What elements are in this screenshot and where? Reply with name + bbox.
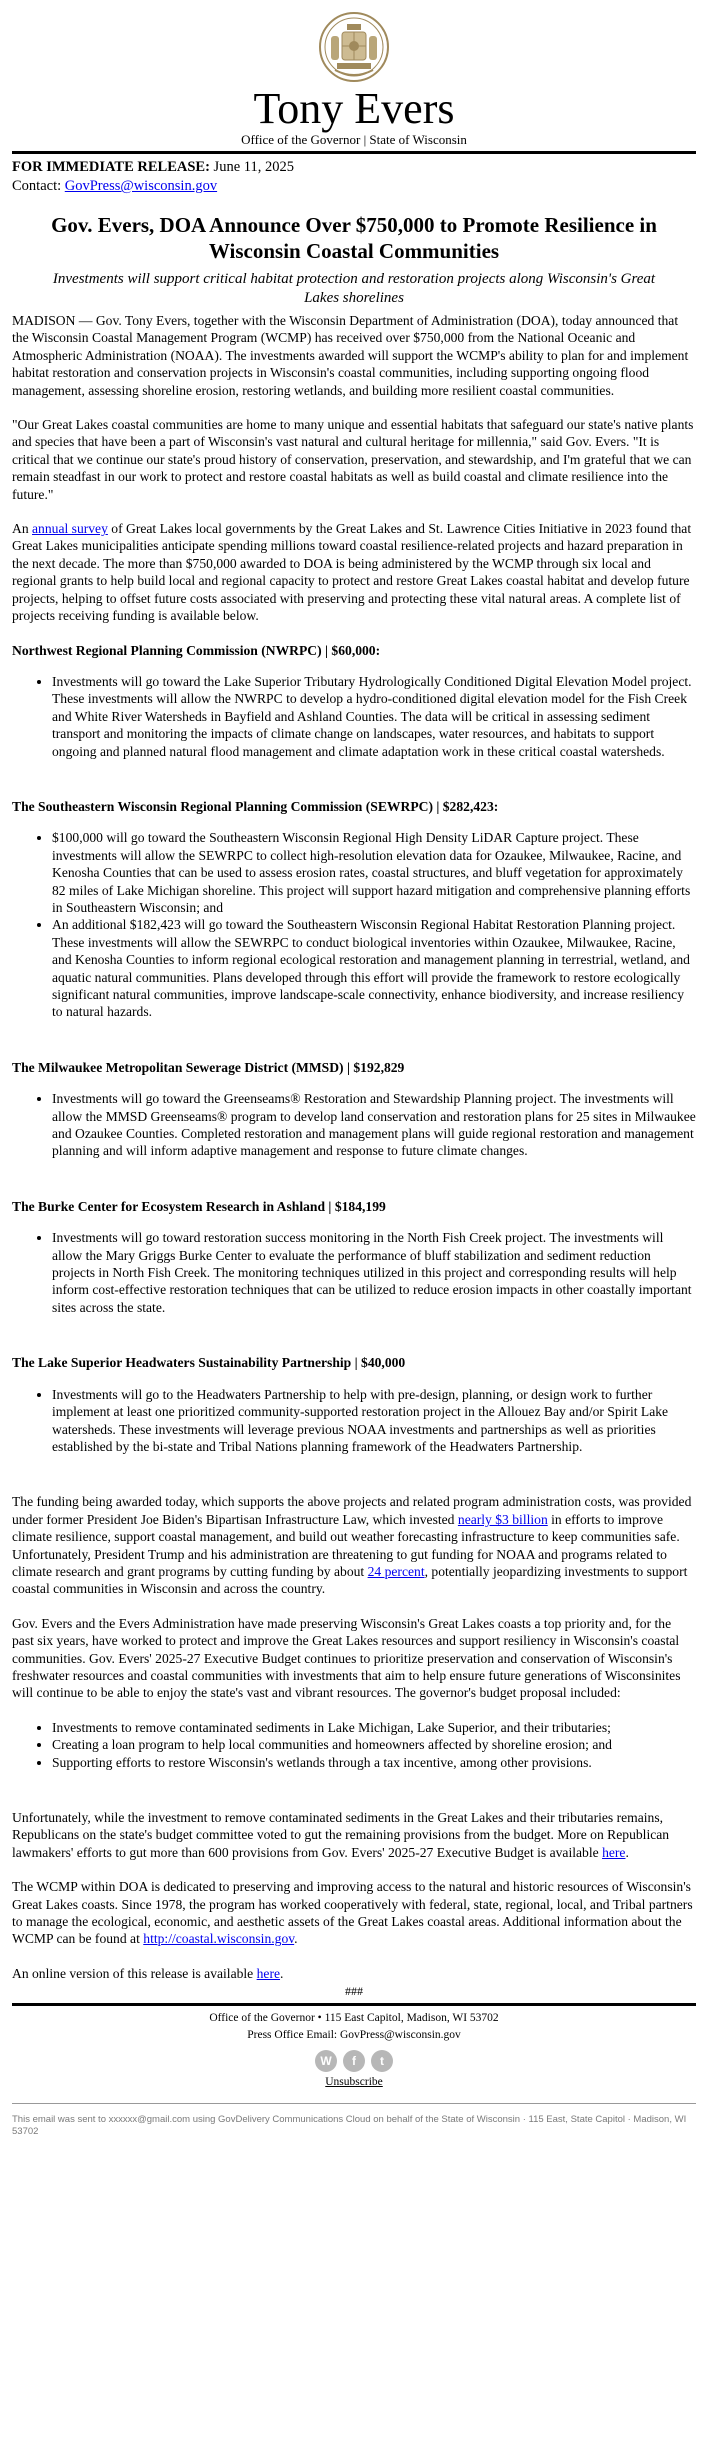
grant-heading: Northwest Regional Planning Commission (NWRPC) | $60,000: xyxy=(12,642,381,658)
grant-heading: The Burke Center for Ecosystem Research in Ashland | $184,199 xyxy=(12,1198,386,1214)
funding-text-3: , potentially jeopardizing investments to support coastal communities in Wisconsin and across the country. xyxy=(12,1563,688,1597)
annual-survey-link[interactable]: annual survey xyxy=(32,521,108,537)
24-percent-link[interactable]: 24 percent xyxy=(367,1563,425,1579)
budget-item: • Investments to remove contaminated sediments in Lake Michigan, Lake Superior, and their tributaries; xyxy=(52,1719,696,1736)
quote-paragraph: "Our Great Lakes coastal communities are home to many unique and essential habitats that safeguard our state's native plants and species that have been a part of Wisconsin's vast natural and cultural heritage for millennia," said Gov. Evers. "It is critical that we continue our state's proud history of conservation, preservation, and stewardship, and I'm grateful that we can remain steadfast in our work to protect and restore coastal habitats as well as build coastal and climate resilience into the future." xyxy=(12,417,694,502)
unsubscribe-link[interactable]: Unsubscribe xyxy=(325,2076,383,2089)
survey-text-after: of Great Lakes local governments by the Great Lakes and St. Lawrence Cities Initiative in 2023 found that Great Lakes municipalities anticipate spending millions toward coastal resilience-related projects and hazard preparation in the next decade. The more than $750,000 awarded to DOA is being administered by the WCMP through six local and regional grants to help build local and regional capacity to protect and restore Great Lakes coastal habitat and develop future projects, helping to offset future costs associated with preserving and protecting these vital natural areas. A complete list of projects receiving funding is available below. xyxy=(12,521,692,624)
wisconsin-icon[interactable]: W xyxy=(315,2050,337,2072)
footer xyxy=(12,2003,696,2138)
survey-paragraph xyxy=(12,520,696,624)
grant-heading: The Southeastern Wisconsin Regional Planning Commission (SEWRPC) | $282,423: xyxy=(12,798,499,814)
grant-list xyxy=(12,829,696,1020)
twitter-icon[interactable]: t xyxy=(371,2050,393,2072)
release-date-line xyxy=(12,158,696,177)
end-mark: ### xyxy=(345,1984,363,1999)
survey-text-before: An xyxy=(12,521,33,537)
social-links xyxy=(12,2050,696,2072)
grant-list xyxy=(12,673,696,760)
grant-list xyxy=(12,1090,696,1160)
wcmp-paragraph xyxy=(12,1878,696,1948)
grant-item: • An additional $182,423 will go toward the Southeastern Wisconsin Regional Habitat Restoration Planning project. These investments will allow the SEWRPC to conduct biological inventories within Ozaukee, Milwaukee, Racine, and Kenosha Counties to inform regional ecological restoration and management planning in terrestrial, wetland, and aquatic natural communities. Plans developed through this effort will provide the framework to restore ecologically significant natural communities, improve landscape-scale connectivity, enhance biodiversity, and increase resiliency to natural hazards. xyxy=(52,916,696,1020)
grant-item: • Investments will go toward the Greenseams® Restoration and Stewardship Planning project. The investments will allow the MMSD Greenseams® program to develop land conservation and restoration plans for 25 sites in Milwaukee and Ozaukee Counties. Completed restoration and management plans will guide regional restoration and management planning and will inform adaptive management and response to future climate changes. xyxy=(52,1090,696,1160)
wisconsin-seal-icon xyxy=(317,10,391,84)
grant-section-headwaters xyxy=(12,1354,696,1455)
release-date: June 11, 2025 xyxy=(213,159,294,175)
grant-section-burke xyxy=(12,1198,696,1316)
online-version-paragraph xyxy=(12,1965,696,1982)
facebook-icon[interactable]: f xyxy=(343,2050,365,2072)
grant-item: • Investments will go toward the Lake Superior Tributary Hydrologically Conditioned Digital Elevation Model project. These investments will allow the NWRPC to develop a hydro-conditioned digital elevation model for the Fish Creek and White River Watersheds in Bayfield and Ashland Counties. The data will be critical in assessing sediment transport and monitoring the impacts of climate change on landscapes, water resources, and habitats to support ongoing and planned natural flood management and climate adaptation work in these critical coastal watersheds. xyxy=(52,673,696,760)
grant-heading: The Milwaukee Metropolitan Sewerage District (MMSD) | $192,829 xyxy=(12,1059,405,1075)
grant-list xyxy=(12,1229,696,1316)
footer-address: Office of the Governor • 115 East Capitol, Madison, WI 53702 xyxy=(209,2012,499,2025)
grant-section-sewrpc xyxy=(12,798,696,1021)
funding-paragraph xyxy=(12,1493,696,1597)
grant-list xyxy=(12,1386,696,1456)
contact-line xyxy=(12,177,696,196)
release-info xyxy=(12,158,696,196)
grant-section-mmsd xyxy=(12,1059,696,1160)
nearly-3-billion-link[interactable]: nearly $3 billion xyxy=(457,1511,548,1527)
contact-email-link[interactable]: GovPress@wisconsin.gov xyxy=(64,178,218,194)
online-text: An online version of this release is available xyxy=(12,1965,257,1981)
funding-text-2: in efforts to improve climate resilience, support coastal management, and build out weather forecasting infrastructure to keep communities safe. Unfortunately, President Trump and his administration are threatening to gut funding for NOAA and programs related to climate research and grant programs by cutting funding by about xyxy=(12,1511,680,1579)
funding-text-1: The funding being awarded today, which supports the above projects and related program administration costs, was provided under former President Joe Biden's Bipartisan Infrastructure Law, which invested xyxy=(12,1494,692,1527)
republicans-paragraph xyxy=(12,1809,696,1861)
budget-item: • Creating a loan program to help local communities and homeowners affected by shoreline erosion; and xyxy=(52,1736,696,1753)
wcmp-text-end: . xyxy=(294,1931,298,1947)
footer-press-email: Press Office Email: GovPress@wisconsin.gov xyxy=(247,2029,461,2042)
online-text-end: . xyxy=(280,1965,284,1981)
grant-item: • Investments will go to the Headwaters Partnership to help with pre-design, planning, or design work to further implement at least one prioritized community-supported restoration project in the Allouez Bay and/or Spirit Lake watersheds. These investments will leverage previous NOAA investments and partnerships as well as priorities established by the bi-state and Tribal Nations planning framework of the Headwaters Partnership. xyxy=(52,1386,696,1456)
delivery-fine-print: This email was sent to xxxxxx@gmail.com using GovDelivery Communications Cloud on behalf of the State of Wisconsin · 115 East, State Capitol · Madison, WI 53702 xyxy=(12,2103,696,2138)
republicans-text-end: . xyxy=(625,1844,629,1860)
wcmp-website-link[interactable]: http://coastal.wisconsin.gov xyxy=(143,1931,295,1947)
grant-heading: The Lake Superior Headwaters Sustainability Partnership | $40,000 xyxy=(12,1355,406,1371)
budget-intro-paragraph: Gov. Evers and the Evers Administration have made preserving Wisconsin's Great Lakes coasts a top priority and, for the past six years, have worked to protect and improve the Great Lakes resources and support resiliency in Wisconsin's coastal communities. Gov. Evers' 2025-27 Executive Budget continues to prioritize preservation and conservation of Wisconsin's freshwater resources and coastal communities with investments that aim to help ensure future generations of Wisconsinites will continue to be able to enjoy the state's vast and vibrant resources. The governor's budget proposal included: xyxy=(12,1615,681,1701)
governor-name: Tony Evers xyxy=(253,84,455,133)
letterhead xyxy=(12,0,696,151)
republicans-text: Unfortunately, while the investment to remove contaminated sediments in the Great Lakes and their tributaries remains, Republicans on the state's budget committee voted to gut the remaining provisions from the budget. More on Republican lawmakers' efforts to gut more than 600 provisions from Gov. Evers' 2025-27 Executive Budget is available xyxy=(12,1810,670,1860)
budget-item: • Supporting efforts to restore Wisconsin's wetlands through a tax incentive, among other provisions. xyxy=(52,1754,696,1771)
contact-label: Contact: xyxy=(12,178,62,194)
intro-paragraph: MADISON — Gov. Tony Evers, together with the Wisconsin Department of Administration (DOA), today announced that the Wisconsin Coastal Management Program (WCMP) has received over $750,000 from the National Oceanic and Atmospheric Administration (NOAA). The investments awarded will support the WCMP's ability to plan for and implement habitat restoration and conservation projects in Wisconsin's coastal communities, including supporting ongoing flood management, assessing shoreline erosion, restoring wetlands, and building more resilient coastal communities. xyxy=(12,313,689,398)
grant-item: • Investments will go toward restoration success monitoring in the North Fish Creek project. The investments will allow the Mary Griggs Burke Center to evaluate the performance of bluff stabilization and sediment reduction projects in North Fish Creek. The monitoring techniques utilized in this project and corresponding results will help inform cost-effective restoration techniques that can be utilized to reduce erosion impacts in other coastally important sites across the state. xyxy=(52,1229,696,1316)
subheadline: Investments will support critical habitat protection and restoration projects along Wisconsin's Great Lakes shorelines xyxy=(52,271,656,306)
online-version-link[interactable]: here xyxy=(256,1965,281,1981)
grant-item: • $100,000 will go toward the Southeastern Wisconsin Regional High Density LiDAR Capture project. These investments will allow the SEWRPC to collect high-resolution elevation data for Ozaukee, Milwaukee, Racine, and Kenosha Counties that can be used to assess erosion rates, coastal structures, and bluff vegetation for approximately 82 miles of Lake Michigan shoreline. This project will support hazard mitigation and comprehensive planning efforts in Southeastern Wisconsin; and xyxy=(52,829,696,916)
budget-here-link[interactable]: here xyxy=(602,1844,626,1860)
grant-section-nwrpc xyxy=(12,642,696,760)
header-divider xyxy=(12,151,696,154)
office-line: Office of the Governor | State of Wisconsin xyxy=(241,132,467,147)
budget-list xyxy=(12,1719,696,1771)
wcmp-text: The WCMP within DOA is dedicated to preserving and improving access to the natural and historic resources of Wisconsin's Great Lakes coasts. Since 1978, the program has worked cooperatively with federal, state, regional, local, and Tribal partners to manage the ecological, economic, and aesthetic assets of the Great Lakes coastal areas. Additional information about the WCMP can be found at xyxy=(12,1879,693,1947)
headline: Gov. Evers, DOA Announce Over $750,000 to Promote Resilience in Wisconsin Coastal Communities xyxy=(51,213,657,263)
release-label: FOR IMMEDIATE RELEASE: xyxy=(12,159,210,175)
